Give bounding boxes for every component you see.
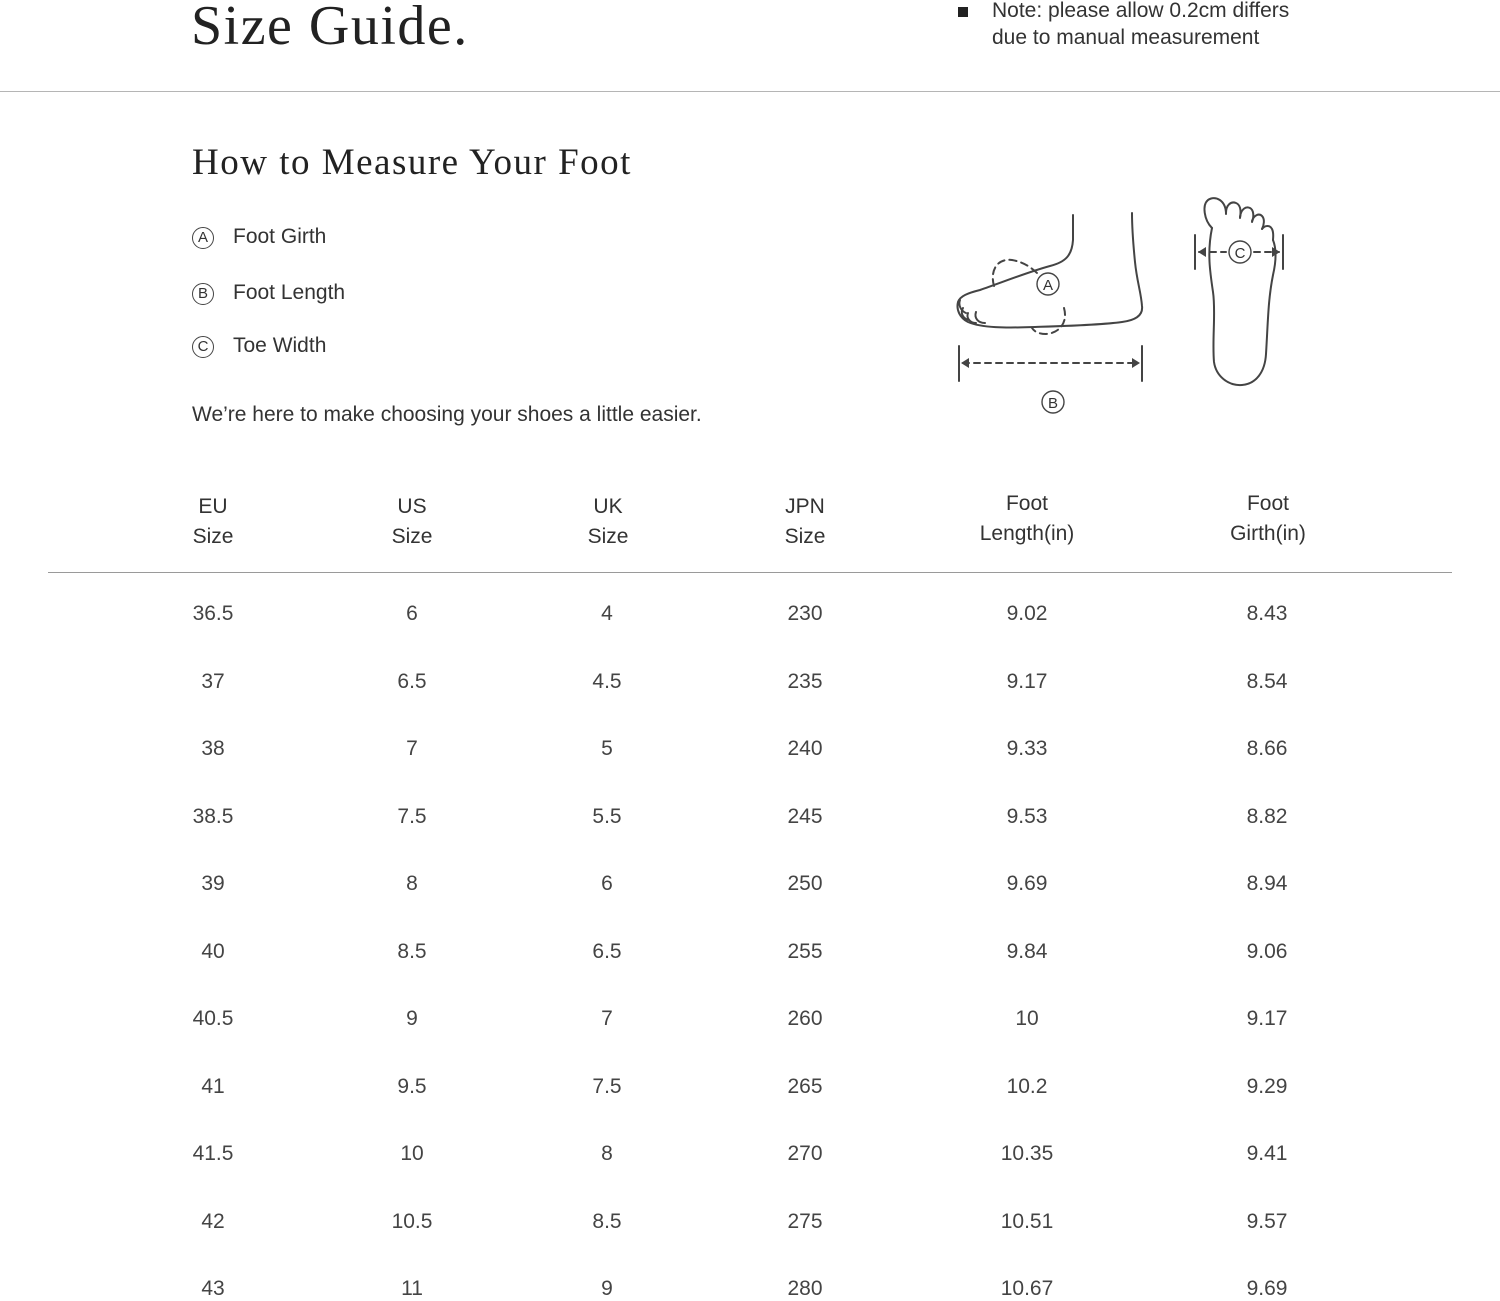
cell-foot-length: 10.67 [1000, 1277, 1054, 1300]
cell-eu-size: 38 [201, 737, 225, 760]
column-header-line1: UK [593, 495, 623, 518]
cell-jpn-size: 230 [787, 602, 823, 625]
label-c-badge [1229, 241, 1251, 263]
legend-label: Foot Length [233, 281, 346, 304]
cell-jpn-size: 250 [787, 872, 823, 895]
column-header-jpn [725, 492, 885, 552]
cell-uk-size: 8 [601, 1142, 613, 1165]
cell-jpn-size: 270 [787, 1142, 823, 1165]
cell-foot-length: 9.33 [1006, 737, 1048, 760]
cell-eu-size: 41.5 [192, 1142, 234, 1165]
column-header-foot-length [947, 489, 1107, 549]
column-header-line1: Foot [1246, 492, 1290, 515]
cell-uk-size: 6 [601, 872, 613, 895]
cell-eu-size: 39 [201, 872, 225, 895]
column-header-line2: Size [587, 525, 629, 548]
note-line-1: Note: please allow 0.2cm differs [992, 0, 1290, 22]
foot-sole-view-icon [1205, 198, 1276, 385]
label-b: B [1047, 395, 1059, 412]
cell-foot-length: 10 [1015, 1007, 1039, 1030]
cell-eu-size: 43 [201, 1277, 225, 1300]
cell-us-size: 6 [406, 602, 418, 625]
note-text [992, 0, 1289, 51]
cell-us-size: 6.5 [397, 669, 427, 693]
cell-foot-girth: 8.54 [1246, 669, 1288, 693]
cell-us-size: 8.5 [397, 939, 427, 963]
cell-uk-size: 6.5 [592, 939, 622, 963]
cell-foot-length: 10.2 [1006, 1074, 1048, 1098]
badge-c-icon: C [192, 336, 214, 358]
cell-foot-girth: 9.69 [1246, 1277, 1288, 1300]
cell-jpn-size: 260 [787, 1007, 823, 1030]
label-a: A [1042, 277, 1054, 294]
cell-uk-size: 8.5 [592, 1209, 622, 1233]
column-header-line1: JPN [785, 495, 825, 518]
table-header-divider [48, 572, 1452, 573]
cell-jpn-size: 255 [787, 939, 823, 963]
cell-eu-size: 37 [201, 669, 225, 693]
column-header-line1: US [397, 495, 427, 518]
column-header-line2: Size [192, 525, 234, 548]
cell-foot-girth: 8.94 [1246, 872, 1288, 895]
column-header-line1: Foot [1005, 492, 1049, 515]
badge-b-icon: B [192, 283, 214, 305]
cell-jpn-size: 240 [787, 737, 823, 760]
cell-eu-size: 36.5 [192, 602, 234, 625]
cell-foot-length: 9.02 [1006, 602, 1048, 625]
column-header-line2: Size [391, 525, 433, 548]
column-header-line2: Size [784, 525, 826, 548]
cell-eu-size: 40.5 [192, 1007, 234, 1030]
column-header-line2: Length(in) [979, 522, 1075, 545]
legend-label: Toe Width [233, 334, 327, 357]
cell-foot-girth: 8.66 [1246, 737, 1288, 760]
label-c: C [1234, 245, 1246, 262]
column-header-line1: EU [198, 495, 228, 518]
cell-us-size: 7.5 [397, 804, 427, 828]
page-title: Size Guide. [191, 0, 469, 57]
cell-us-size: 11 [401, 1277, 423, 1300]
badge-a-icon: A [192, 227, 214, 249]
cell-foot-girth: 9.06 [1246, 939, 1288, 963]
girth-dashed-line-lower [1032, 308, 1065, 334]
cell-foot-length: 9.53 [1006, 804, 1048, 828]
note-line-2: due to manual measurement [992, 26, 1260, 49]
header-divider [0, 91, 1500, 92]
tagline: We’re here to make choosing your shoes a little easier. [192, 403, 702, 426]
label-a-badge [1037, 273, 1059, 295]
column-header-foot-girth [1188, 489, 1348, 549]
label-b-badge [1042, 391, 1064, 413]
cell-foot-girth: 8.43 [1246, 602, 1288, 625]
cell-eu-size: 40 [201, 939, 225, 963]
note-bullet-icon [958, 7, 968, 17]
cell-jpn-size: 235 [787, 669, 823, 693]
cell-us-size: 7 [406, 737, 418, 760]
cell-eu-size: 42 [201, 1209, 225, 1233]
foot-measurement-illustration [940, 190, 1300, 430]
cell-foot-length: 10.51 [1000, 1209, 1054, 1233]
cell-uk-size: 5.5 [592, 804, 622, 828]
measure-title: How to Measure Your Foot [192, 142, 632, 183]
cell-eu-size: 41 [201, 1074, 225, 1098]
cell-foot-girth: 9.41 [1246, 1142, 1288, 1165]
cell-foot-girth: 9.29 [1246, 1074, 1288, 1098]
cell-foot-length: 9.69 [1006, 872, 1048, 895]
cell-foot-length: 9.17 [1006, 669, 1048, 693]
cell-us-size: 10.5 [391, 1209, 433, 1233]
cell-uk-size: 7 [601, 1007, 613, 1030]
cell-us-size: 8 [406, 872, 418, 895]
cell-jpn-size: 245 [787, 804, 823, 828]
column-header-us [332, 492, 492, 552]
cell-jpn-size: 280 [787, 1277, 823, 1300]
cell-uk-size: 7.5 [592, 1074, 622, 1098]
cell-uk-size: 4.5 [592, 669, 622, 693]
cell-foot-length: 9.84 [1006, 939, 1048, 963]
cell-foot-girth: 9.57 [1246, 1209, 1288, 1233]
column-header-eu [133, 492, 293, 552]
foot-side-view-icon [957, 213, 1142, 327]
cell-uk-size: 4 [601, 602, 613, 625]
cell-jpn-size: 275 [787, 1209, 823, 1233]
length-arrow-icon [959, 346, 1142, 381]
cell-uk-size: 9 [601, 1277, 613, 1300]
column-header-line2: Girth(in) [1230, 522, 1306, 545]
cell-foot-girth: 9.17 [1246, 1007, 1288, 1030]
cell-jpn-size: 265 [787, 1074, 823, 1098]
cell-us-size: 9.5 [397, 1074, 427, 1098]
cell-uk-size: 5 [601, 737, 613, 760]
cell-eu-size: 38.5 [192, 804, 234, 828]
cell-foot-length: 10.35 [1000, 1142, 1054, 1165]
legend-label: Foot Girth [233, 225, 327, 248]
column-header-uk [528, 492, 688, 552]
cell-us-size: 10 [400, 1142, 424, 1165]
cell-foot-girth: 8.82 [1246, 804, 1288, 828]
cell-us-size: 9 [406, 1007, 418, 1030]
